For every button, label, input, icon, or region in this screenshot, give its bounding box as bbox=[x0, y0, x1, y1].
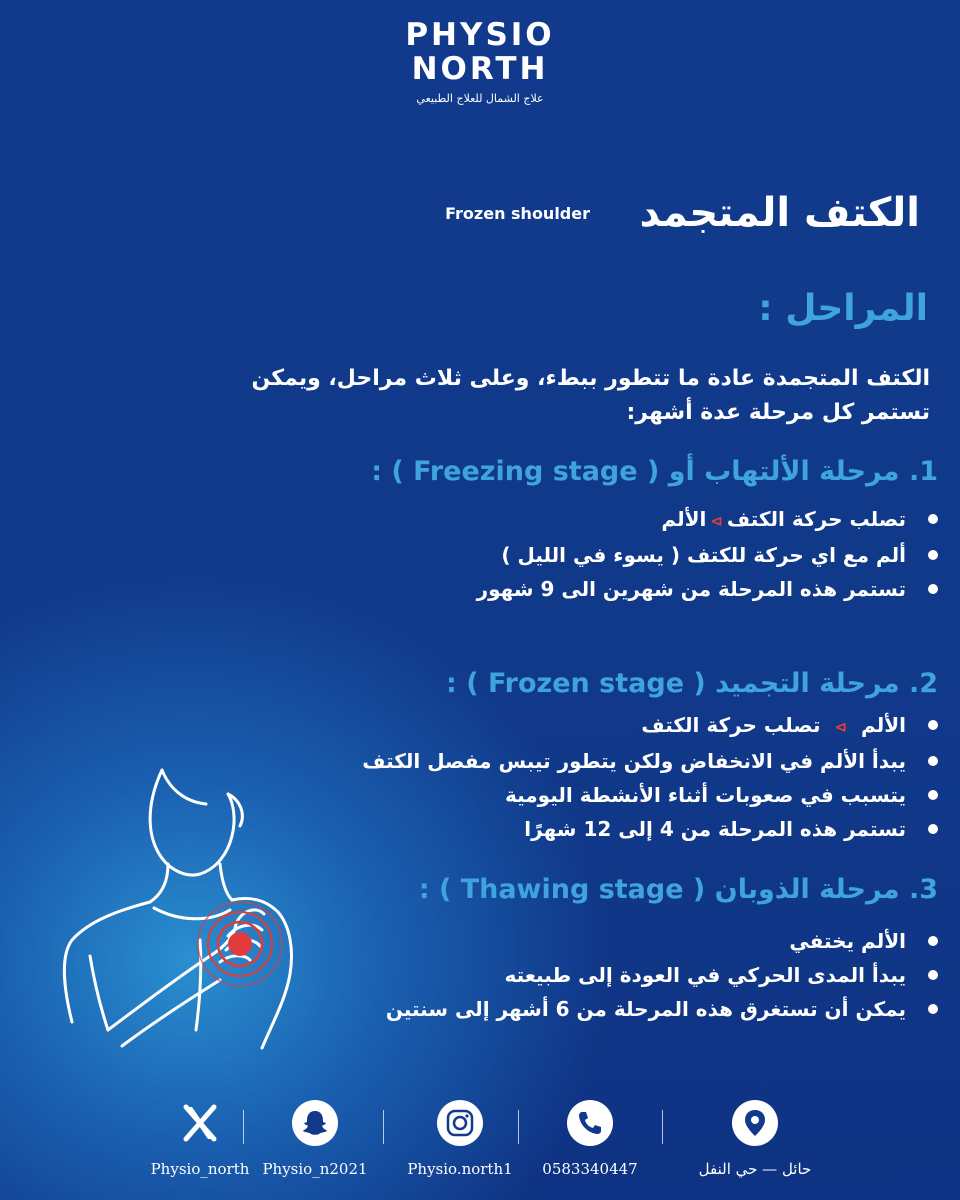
stage-1-number: 1. bbox=[908, 456, 938, 487]
stage-3-number: 3. bbox=[908, 874, 938, 905]
phone-number: 0583340447 bbox=[542, 1160, 638, 1178]
list-item-text: يمكن أن تستغرق هذه المرحلة من 6 أشهر إلى سنتين bbox=[385, 997, 906, 1021]
stage-1-title-text: مرحلة الألتهاب أو ( Freezing stage ) : bbox=[371, 456, 900, 487]
bullet-dot bbox=[928, 936, 938, 946]
shoulder-pain-illustration bbox=[50, 760, 350, 1060]
brand-logo bbox=[380, 18, 580, 105]
x-link[interactable] bbox=[140, 1100, 260, 1178]
bullet-dot bbox=[928, 756, 938, 766]
contact-footer bbox=[140, 1100, 860, 1190]
stages-heading: المراحل : bbox=[758, 288, 928, 329]
list-item-text: يبدأ الألم في الانخفاض ولكن يتطور تيبس مفصل الكتف bbox=[362, 749, 906, 773]
snapchat-handle: Physio_n2021 bbox=[262, 1160, 368, 1178]
list-item bbox=[298, 502, 938, 538]
bullet-dot bbox=[928, 584, 938, 594]
logo-line-2: NORTH bbox=[411, 51, 549, 87]
bullet-dot bbox=[928, 1004, 938, 1014]
list-item-text: يتسبب في صعوبات أثناء الأنشطة اليومية bbox=[504, 783, 906, 807]
instagram-icon bbox=[437, 1100, 483, 1146]
list-item-text: تصلب حركة الكتف bbox=[641, 713, 821, 737]
list-item bbox=[298, 812, 938, 846]
list-item bbox=[298, 538, 938, 572]
list-item-text: الألم bbox=[661, 507, 707, 531]
stage-3-title-text: مرحلة الذوبان ( Thawing stage ) : bbox=[418, 874, 900, 905]
bullet-dot bbox=[928, 720, 938, 730]
list-item-text: تصلب حركة الكتف bbox=[726, 507, 906, 531]
page-subtitle-english: Frozen shoulder bbox=[445, 204, 590, 223]
list-item-text: الألم يختفي bbox=[789, 929, 906, 953]
phone-icon bbox=[567, 1100, 613, 1146]
bullet-dot bbox=[928, 824, 938, 834]
arrow-icon: ⊳ bbox=[710, 512, 723, 530]
bullet-dot bbox=[928, 550, 938, 560]
footer-divider bbox=[383, 1110, 384, 1144]
list-item bbox=[298, 572, 938, 606]
x-icon bbox=[177, 1100, 223, 1146]
page-title: الكتف المتجمد bbox=[639, 190, 920, 236]
stage-3-list bbox=[298, 924, 938, 1026]
list-item bbox=[298, 744, 938, 778]
instagram-handle: Physio.north1 bbox=[407, 1160, 513, 1178]
list-item-text: تستمر هذه المرحلة من شهرين الى 9 شهور bbox=[476, 577, 906, 601]
list-item bbox=[298, 778, 938, 812]
phone-link[interactable] bbox=[535, 1100, 645, 1178]
location-pin-icon bbox=[732, 1100, 778, 1146]
bullet-dot bbox=[928, 790, 938, 800]
footer-divider bbox=[518, 1110, 519, 1144]
snapchat-link[interactable] bbox=[255, 1100, 375, 1178]
stage-2-title-text: مرحلة التجميد ( Frozen stage ) : bbox=[446, 668, 900, 699]
footer-divider bbox=[243, 1110, 244, 1144]
list-item-text: الألم bbox=[861, 713, 906, 737]
list-item bbox=[298, 708, 938, 744]
stage-1-list bbox=[298, 502, 938, 606]
stage-2-list bbox=[298, 708, 938, 846]
footer-divider bbox=[662, 1110, 663, 1144]
list-item-text: تستمر هذه المرحلة من 4 إلى 12 شهرًا bbox=[524, 817, 906, 841]
stage-1-title bbox=[371, 456, 938, 487]
list-item-text: يبدأ المدى الحركي في العودة إلى طبيعته bbox=[504, 963, 906, 987]
bullet-dot bbox=[928, 514, 938, 524]
bullet-dot bbox=[928, 970, 938, 980]
location-text: حائل — حي النفل bbox=[698, 1160, 812, 1178]
stage-2-title bbox=[446, 668, 938, 699]
stage-3-title bbox=[419, 874, 938, 905]
x-handle: Physio_north bbox=[150, 1160, 250, 1178]
instagram-link[interactable] bbox=[390, 1100, 530, 1178]
snapchat-icon bbox=[292, 1100, 338, 1146]
list-item bbox=[298, 958, 938, 992]
arrow-icon: ⊳ bbox=[834, 718, 848, 736]
list-item bbox=[298, 992, 938, 1026]
logo-tagline: علاج الشمال للعلاج الطبيعي bbox=[416, 92, 544, 105]
list-item bbox=[298, 924, 938, 958]
location-info[interactable] bbox=[675, 1100, 835, 1178]
list-item-text: ألم مع اي حركة للكتف ( يسوء في الليل ) bbox=[501, 543, 906, 567]
stage-2-number: 2. bbox=[908, 668, 938, 699]
intro-paragraph: الكتف المتجمدة عادة ما تتطور ببطء، وعلى ثلاث مراحل، ويمكن تستمر كل مرحلة عدة أشهر: bbox=[251, 366, 930, 425]
logo-line-1: PHYSIO bbox=[405, 17, 555, 53]
